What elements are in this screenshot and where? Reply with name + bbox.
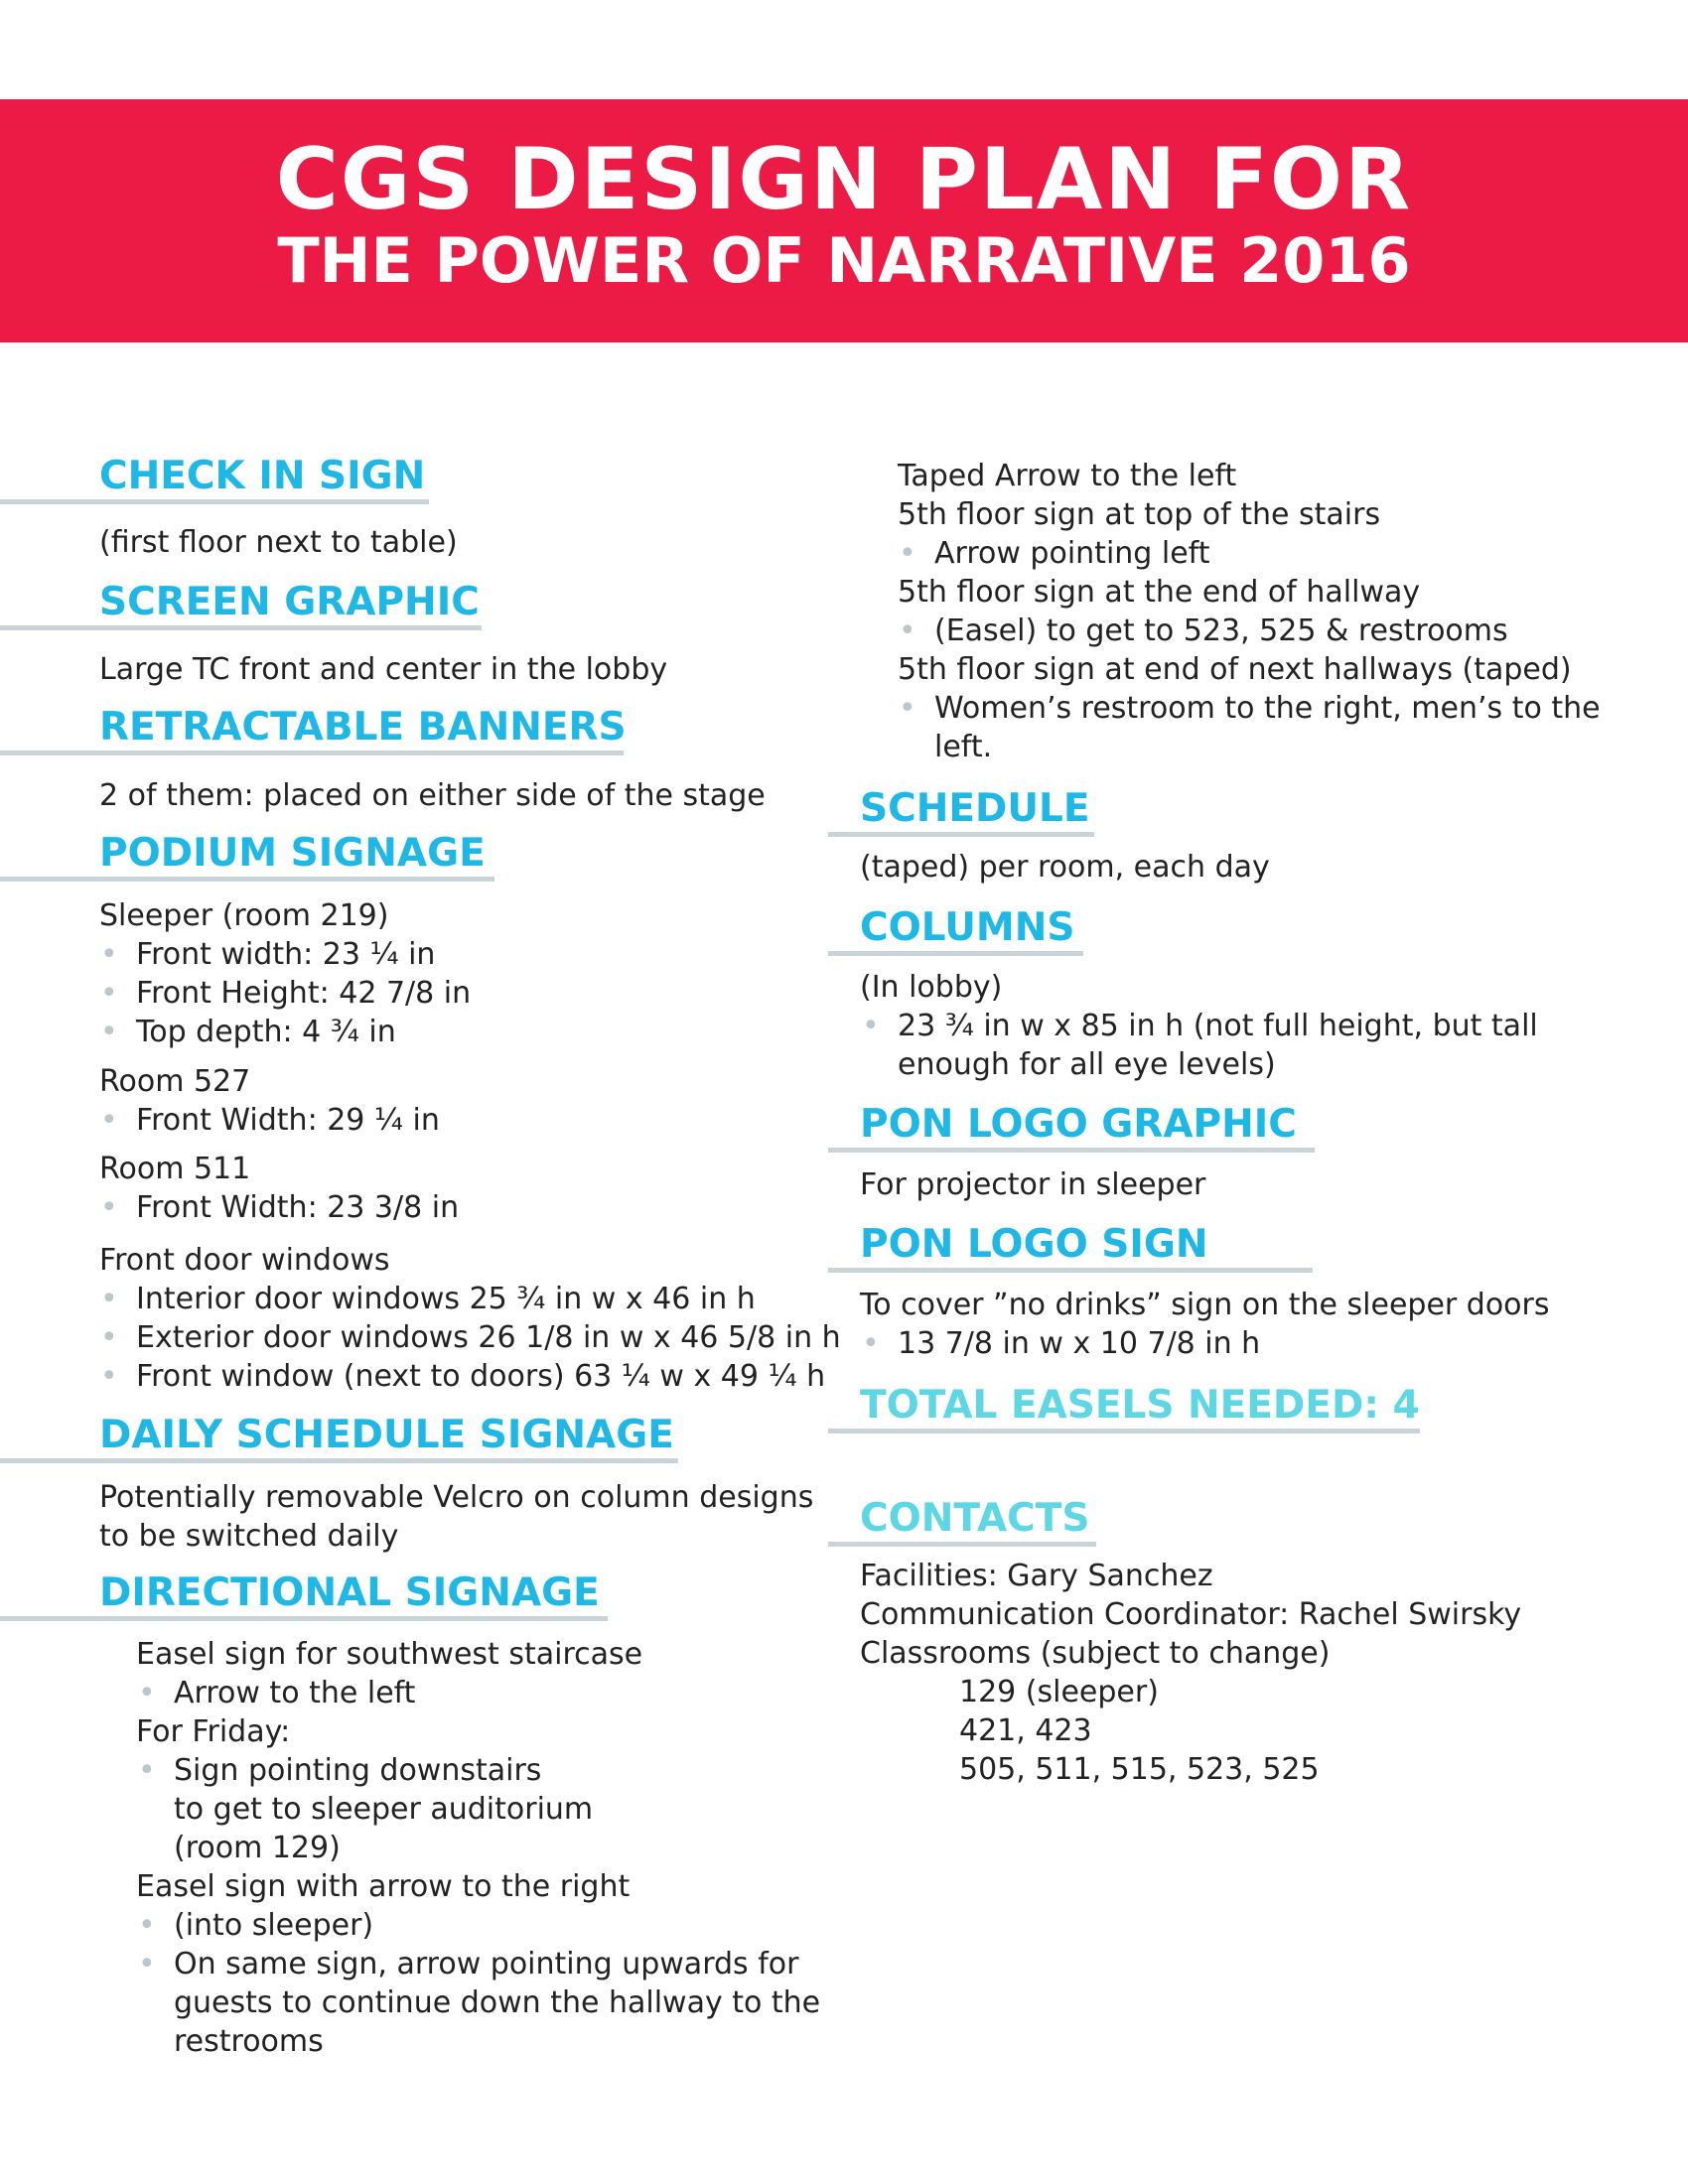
heading-rule [0,625,482,630]
room-527-label: Room 527 [99,1064,251,1099]
list-item-continuation: enough for all eye levels) [898,1047,1276,1082]
list-item: • Interior door windows 25 ¾ in w x 46 in h [136,1280,756,1318]
list-item-continuation: (room 129) [174,1831,341,1865]
fifth-floor-stairs-text: 5th floor sign at top of the stairs [898,497,1381,532]
list-item: • 23 ¾ in w x 85 in h (not full height, but tall [898,1007,1538,1045]
list-item: • Front window (next to doors) 63 ¼ w x 49 ¼ h [136,1357,825,1396]
sleeper-label: Sleeper (room 219) [99,898,389,933]
classroom-entry: 421, 423 [959,1713,1092,1748]
daily-schedule-text-1: Potentially removable Velcro on column designs [99,1480,814,1515]
fifth-floor-next-hallway-text: 5th floor sign at end of next hallways (taped) [898,652,1572,687]
podium-signage-heading: PODIUM SIGNAGE [0,834,494,882]
screen-graphic-heading: SCREEN GRAPHIC [0,583,482,630]
for-friday-label: For Friday: [136,1714,291,1749]
list-item-continuation: left. [934,730,993,764]
front-door-windows-label: Front door windows [99,1243,390,1278]
list-item: • (Easel) to get to 523, 525 & restrooms [934,612,1508,650]
pon-logo-graphic-text: For projector in sleeper [860,1167,1206,1202]
classroom-entry: 505, 511, 515, 523, 525 [959,1752,1320,1787]
heading-rule [828,1429,1420,1433]
list-item: • Top depth: 4 ¾ in [136,1013,396,1051]
list-item: • Front Width: 23 3/8 in [136,1188,459,1227]
title-line-1: CGS DESIGN PLAN FOR [275,130,1413,229]
heading-rule [828,1268,1313,1273]
list-item-continuation: restrooms [174,2024,324,2059]
list-item: • Front Width: 29 ¼ in [136,1101,440,1140]
contacts-heading: CONTACTS [828,1499,1096,1547]
list-item: • On same sign, arrow pointing upwards for [174,1945,798,1983]
heading-rule [0,751,624,755]
classrooms-label: Classrooms (subject to change) [860,1636,1331,1671]
heading-rule [0,877,494,882]
retractable-banners-text: 2 of them: placed on either side of the stage [99,778,766,813]
columns-text: (In lobby) [860,970,1003,1005]
classroom-entry: 129 (sleeper) [959,1675,1159,1709]
list-item: • 13 7/8 in w x 10 7/8 in h [898,1324,1260,1363]
list-item: • Women’s restroom to the right, men’s to the [934,689,1601,728]
check-in-text: (first floor next to table) [99,525,458,560]
facilities-contact: Facilities: Gary Sanchez [860,1559,1213,1593]
list-item: • Sign pointing downstairs [174,1751,541,1790]
list-item: • Exterior door windows 26 1/8 in w x 46 5/8 in h [136,1318,841,1357]
pon-logo-sign-heading: PON LOGO SIGN [828,1225,1313,1273]
list-item-continuation: to get to sleeper auditorium [174,1792,594,1827]
total-easels-heading: TOTAL EASELS NEEDED: 4 [828,1386,1420,1433]
heading-rule [828,1148,1315,1153]
taped-arrow-text: Taped Arrow to the left [898,459,1237,493]
schedule-heading: SCHEDULE [828,789,1094,837]
list-item: • Front Height: 42 7/8 in [136,974,471,1013]
title-line-2: THE POWER OF NARRATIVE 2016 [277,224,1411,297]
list-item: • Arrow pointing left [934,534,1209,573]
pon-logo-sign-text: To cover ”no drinks” sign on the sleeper doors [860,1288,1550,1322]
list-item-continuation: guests to continue down the hallway to the [174,1985,821,2020]
screen-graphic-text: Large TC front and center in the lobby [99,652,668,687]
heading-rule [0,1458,678,1463]
list-item: • Front width: 23 ¼ in [136,935,435,974]
list-item: • (into sleeper) [174,1906,373,1945]
heading-rule [0,1616,608,1621]
check-in-heading: CHECK IN SIGN [0,457,429,504]
daily-schedule-text-2: to be switched daily [99,1519,399,1554]
retractable-banners-heading: RETRACTABLE BANNERS [0,708,624,755]
list-item: • Arrow to the left [174,1674,415,1712]
easel-sign-right: Easel sign with arrow to the right [136,1869,631,1904]
heading-rule [0,499,429,504]
easel-sign-southwest: Easel sign for southwest staircase [136,1637,643,1672]
directional-signage-heading: DIRECTIONAL SIGNAGE [0,1573,608,1621]
pon-logo-graphic-heading: PON LOGO GRAPHIC [828,1105,1315,1153]
heading-rule [828,951,1083,956]
fifth-floor-hallway-text: 5th floor sign at the end of hallway [898,575,1421,610]
columns-heading: COLUMNS [828,908,1083,956]
room-511-label: Room 511 [99,1152,251,1186]
heading-rule [828,832,1094,837]
communication-contact: Communication Coordinator: Rachel Swirsky [860,1597,1522,1632]
heading-rule [828,1542,1096,1547]
schedule-text: (taped) per room, each day [860,850,1270,885]
title-banner [0,99,1688,342]
daily-schedule-heading: DAILY SCHEDULE SIGNAGE [0,1416,678,1463]
